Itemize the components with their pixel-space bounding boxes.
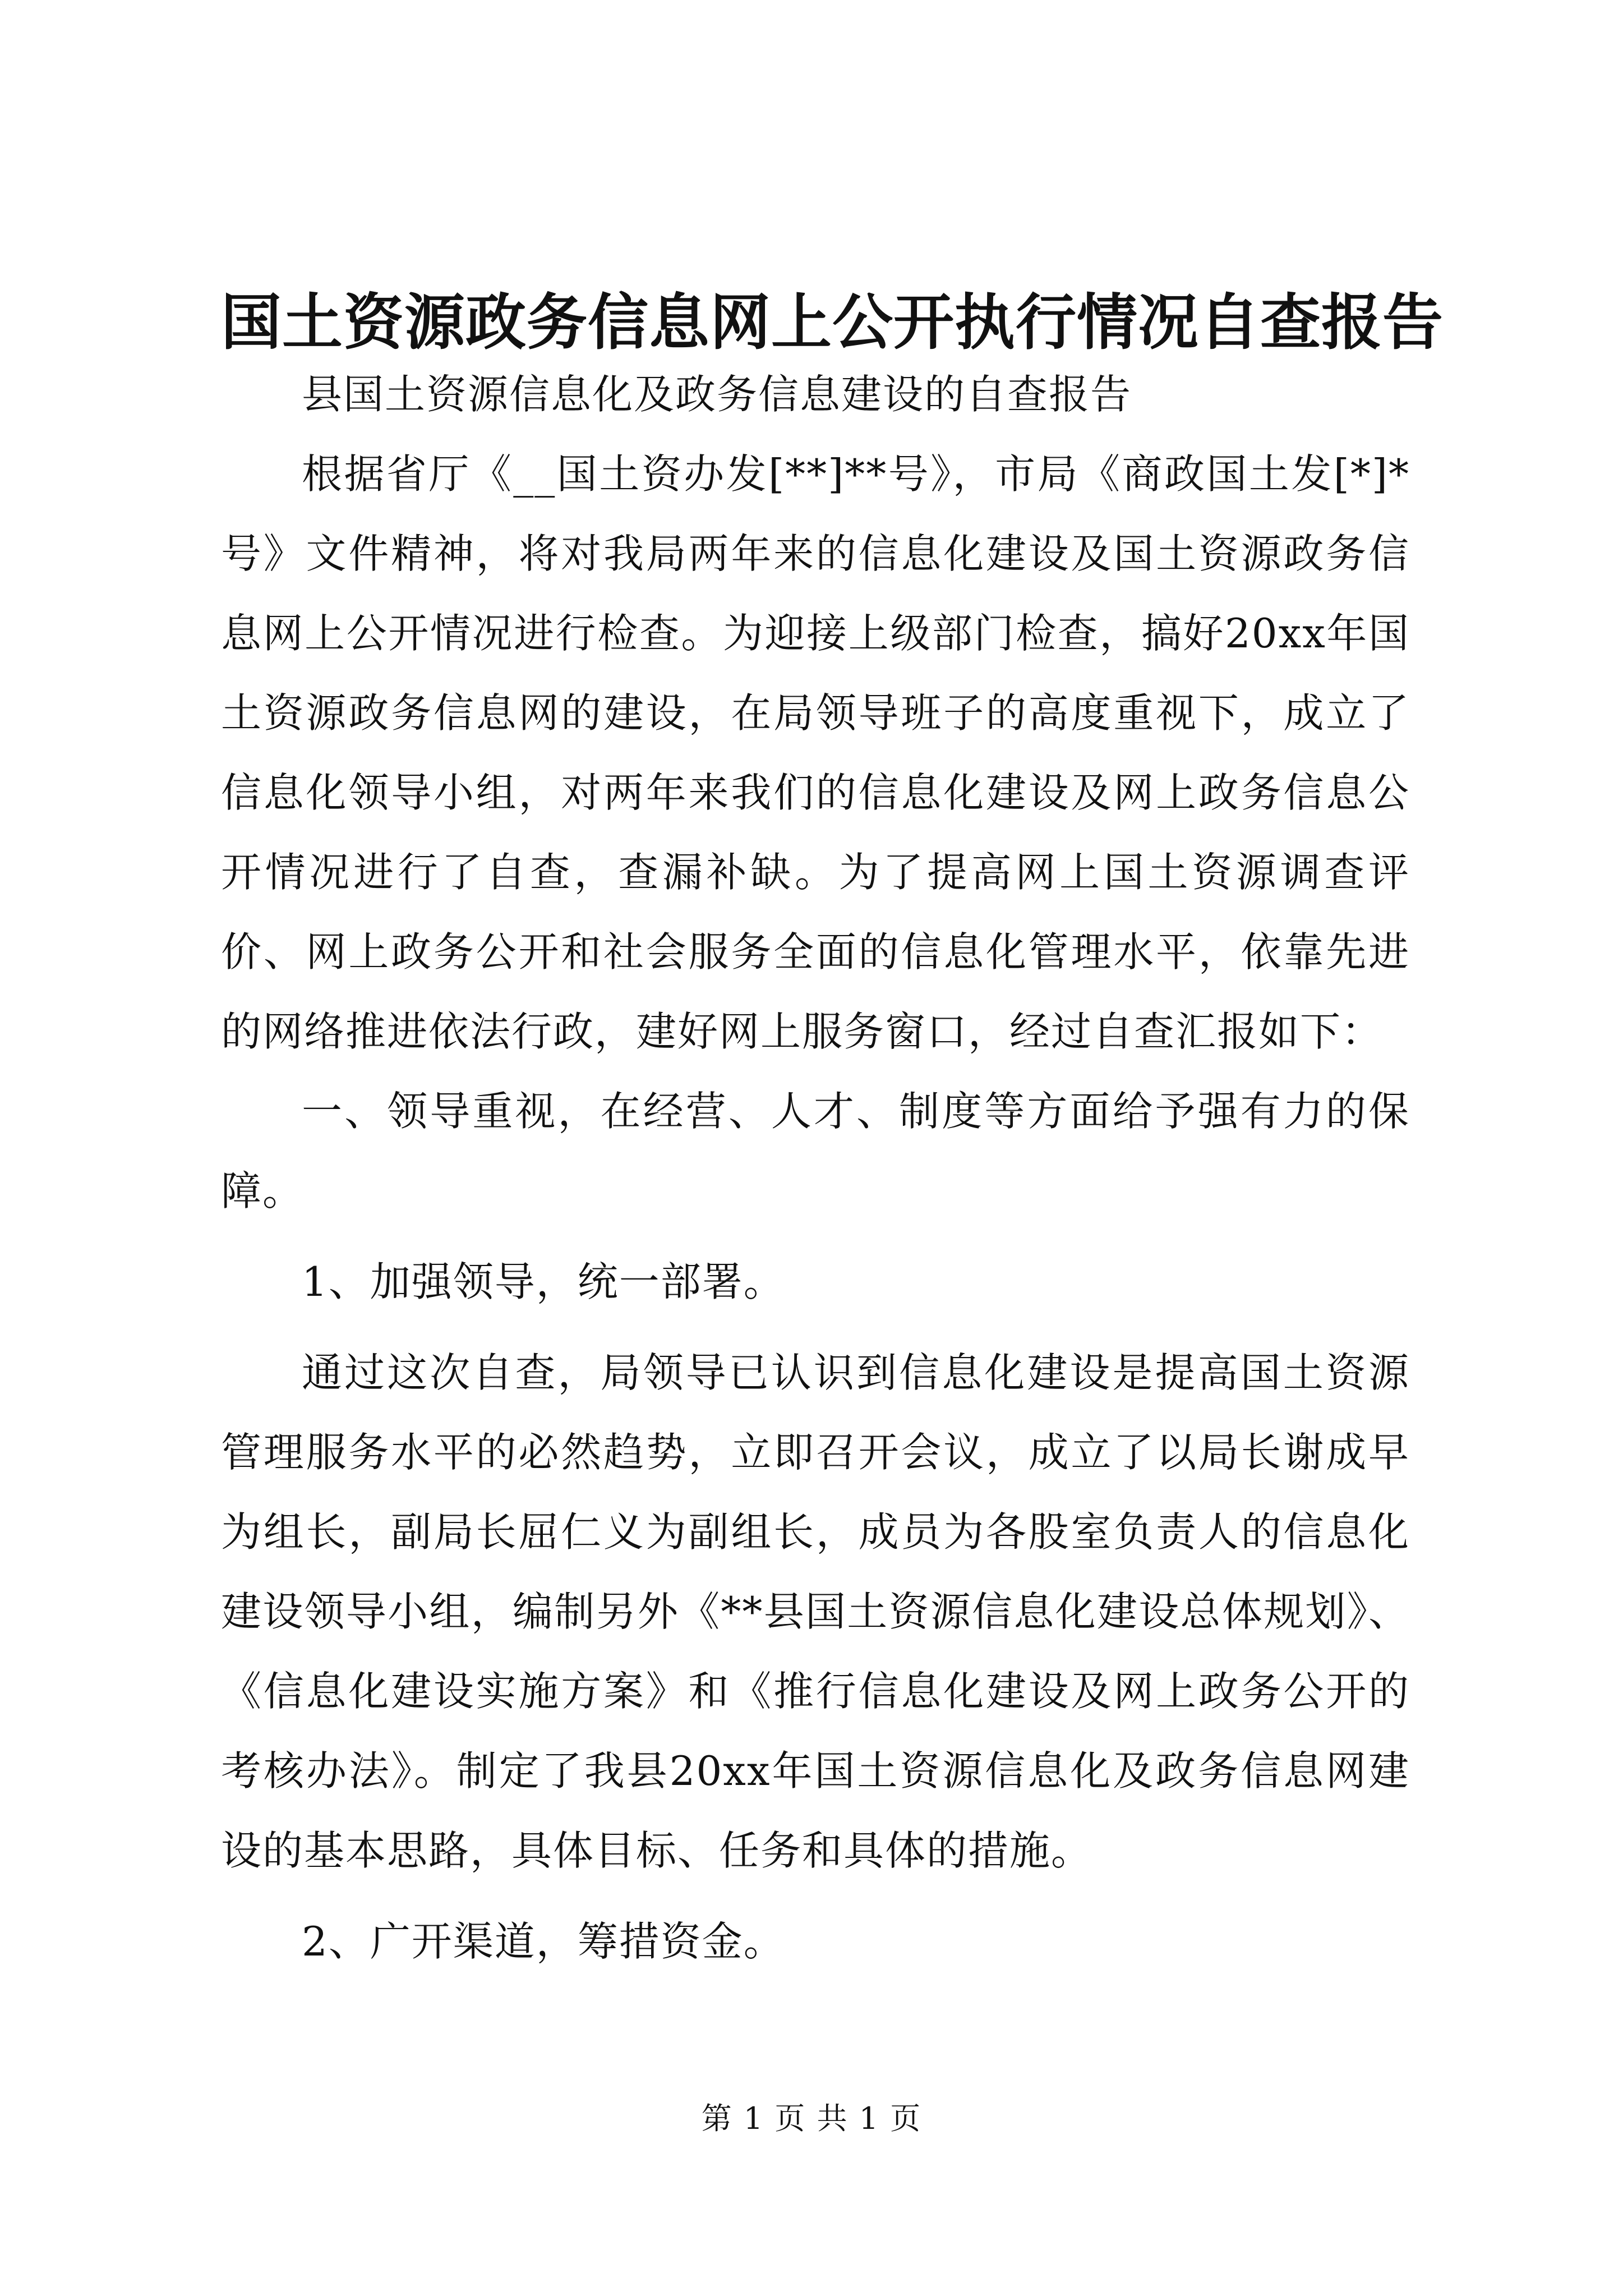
paragraph-intro: 根据省厅《__国土资办发[**]**号》，市局《商政国土发[*]*号》文件精神，将对我局两年来的信息化建设及国土资源政务信息网上公开情况进行检查。为迎接上级部门检查，搞好20xx年国土资源政务信息网的建设，在局领导班子的高度重视下，成立了信息化领导小组，对两年来我们的信息化建设及网上政务信息公开情况进行了自查，查漏补缺。为了提高网上国土资源调查评价、网上政务公开和社会服务全面的信息化管理水平，依靠先进的网络推进依法行政，建好网上服务窗口，经过自查汇报如下： <box>221 450 1410 1055</box>
section-heading-1: 一、领导重视，在经营、人才、制度等方面给予强有力的保障。 <box>221 1088 1410 1214</box>
document-body <box>221 355 1410 1981</box>
subsection-heading-1: 1、加强领导，统一部署。 <box>302 1258 785 1305</box>
page-footer: 第 1 页 共 1 页 <box>701 2101 922 2136</box>
document-title: 国土资源政务信息网上公开执行情况自查报告 <box>221 287 1444 358</box>
paragraph-subtitle: 县国土资源信息化及政务信息建设的自查报告 <box>302 371 1132 418</box>
paragraph-leadership: 通过这次自查，局领导已认识到信息化建设是提高国土资源管理服务水平的必然趋势，立即召开会议，成立了以局长谢成早为组长，副局长屈仁义为副组长，成员为各股室负责人的信息化建设领导小组，编制另外《**县国土资源信息化建设总体规划》、《信息化建设实施方案》和《推行信息化建设及网上政务公开的考核办法》。制定了我县20xx年国土资源信息化及政务信息网建设的基本思路，具体目标、任务和具体的措施。 <box>221 1349 1410 1874</box>
subsection-heading-2: 2、广开渠道，筹措资金。 <box>302 1918 785 1965</box>
